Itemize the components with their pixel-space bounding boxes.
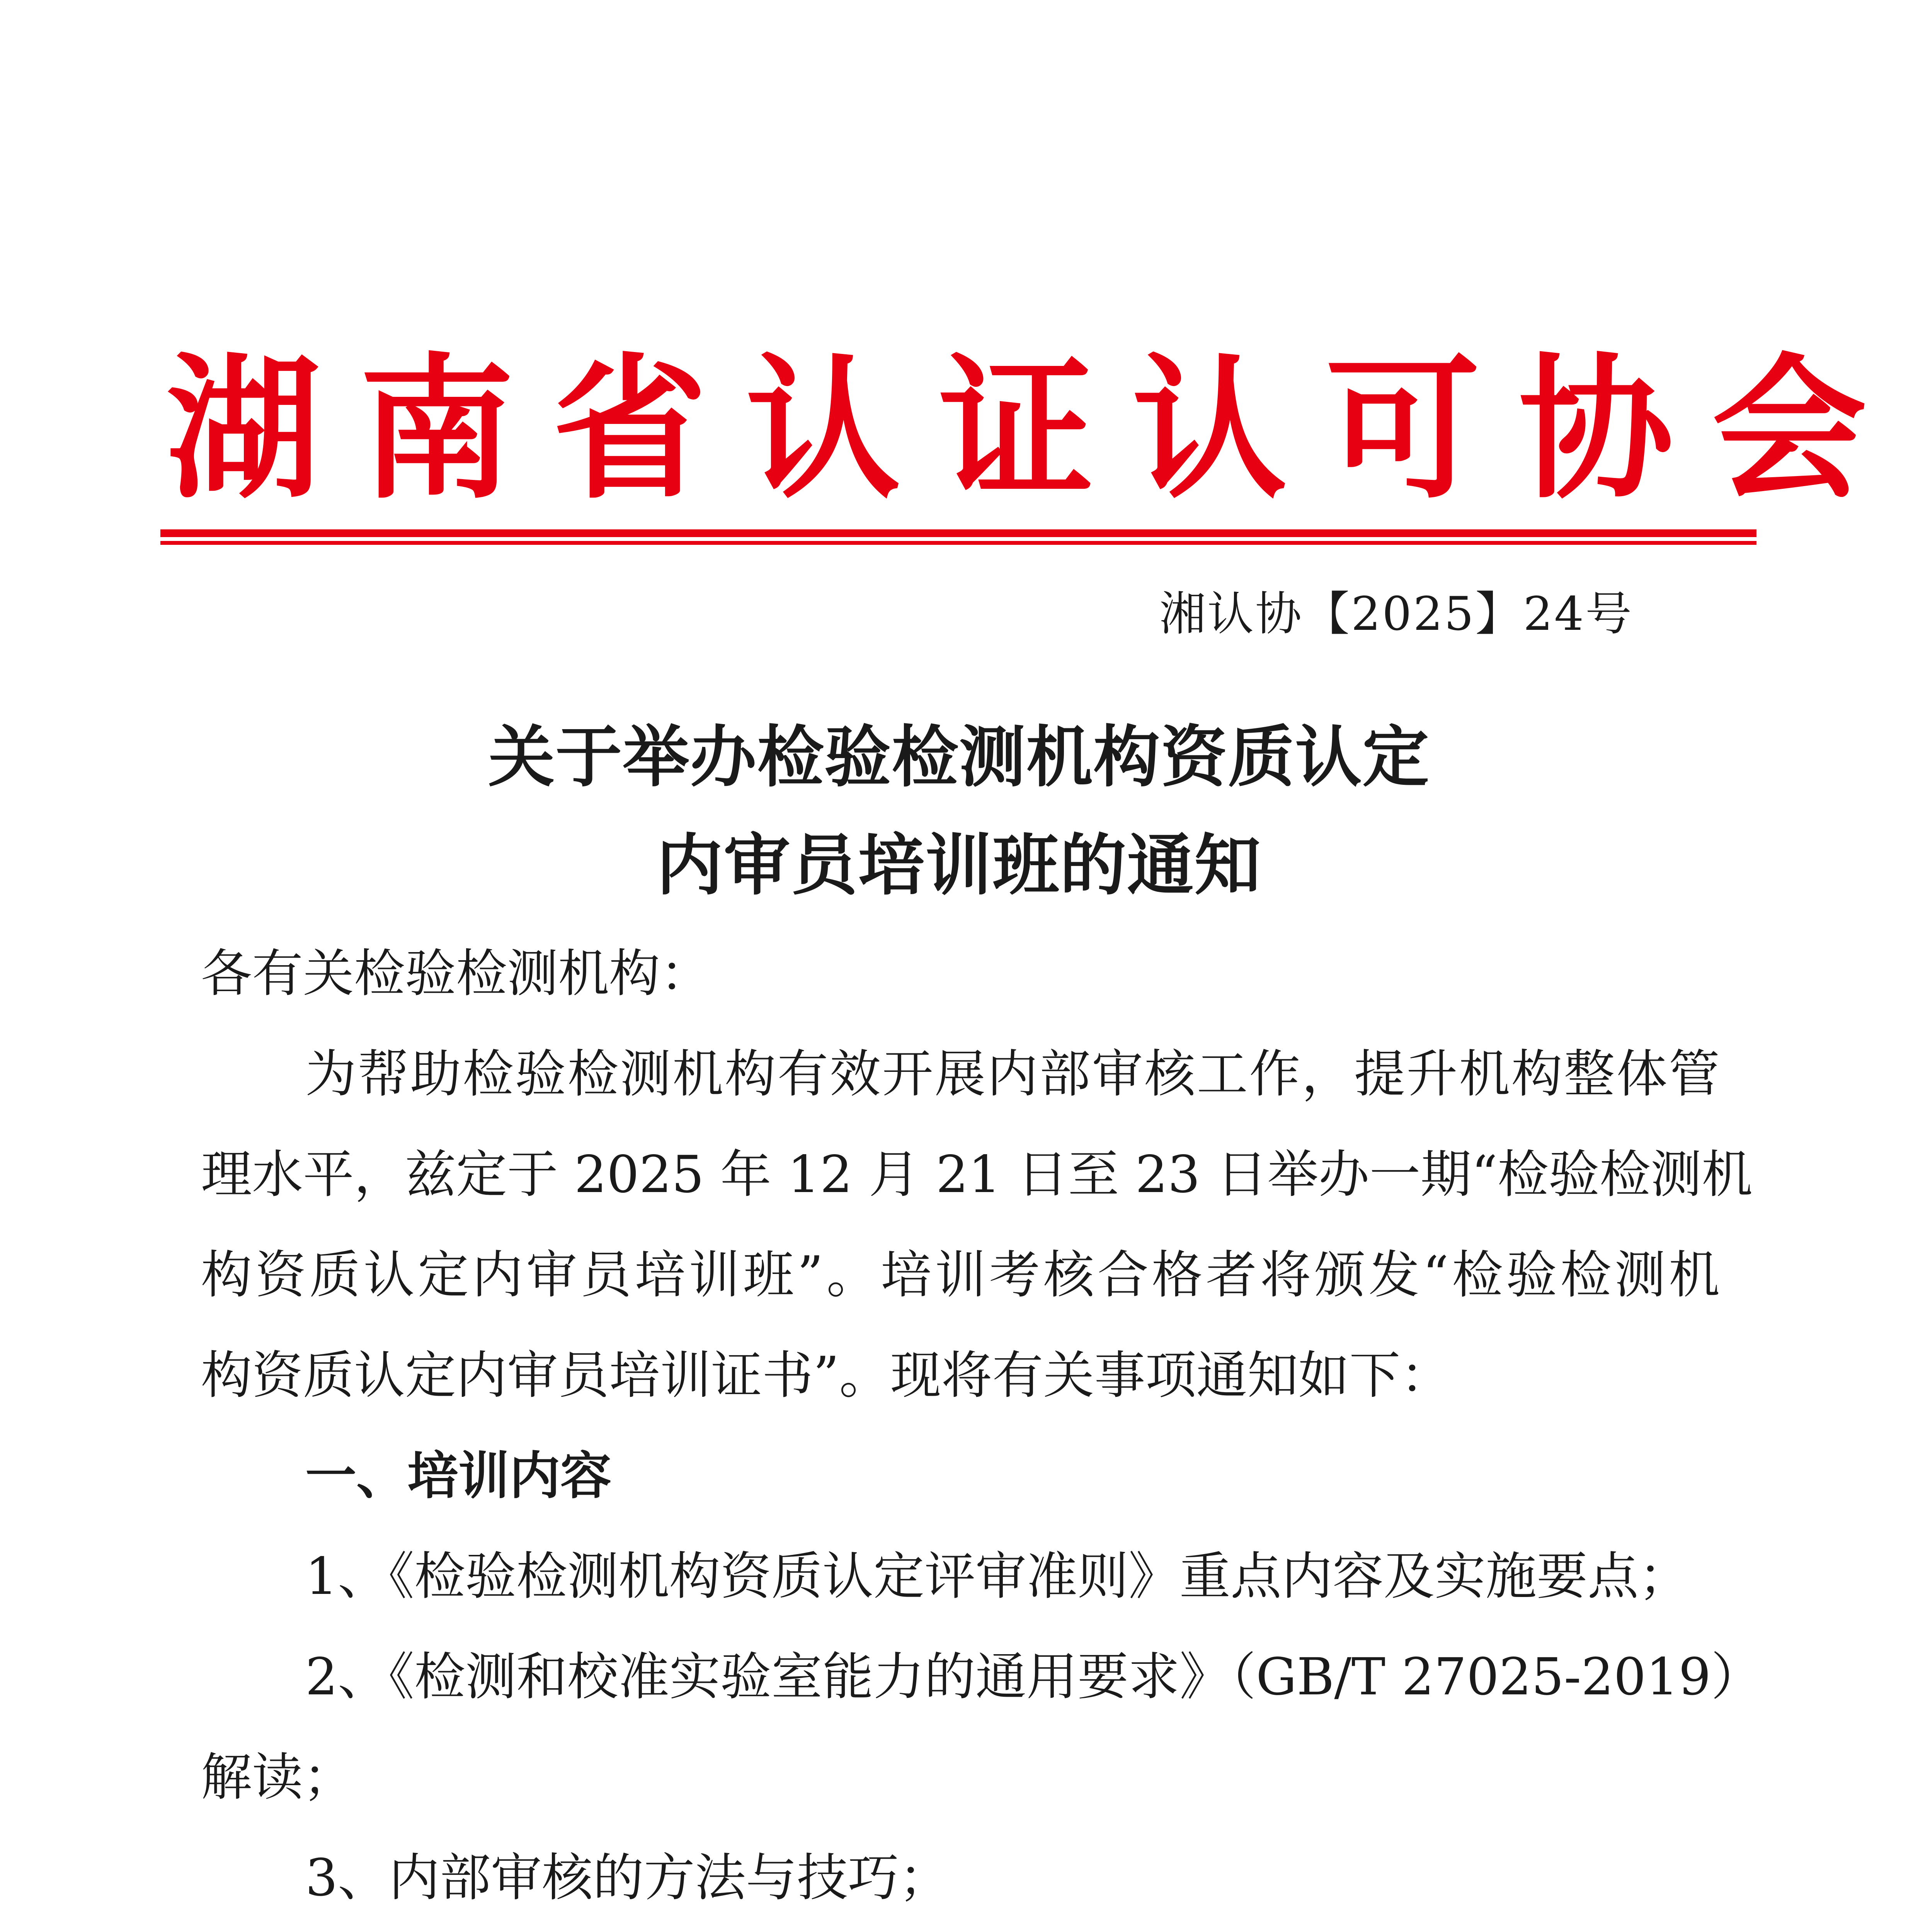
salutation: 各有关检验检测机构： [201,944,711,1003]
intro-line: 理水平，兹定于 2025 年 12 月 21 日至 23 日举办一期“检验检测机 [201,1145,1753,1204]
content-item-continuation: 解读； [201,1748,354,1807]
content-item: 1、《检验检测机构资质认定评审准则》重点内容及实施要点； [305,1547,1690,1606]
intro-line: 构资质认定内审员培训班”。培训考核合格者将颁发“检验检测机 [201,1245,1720,1305]
content-item: 3、内部审核的方法与技巧； [305,1848,950,1908]
content-item: 2、《检测和校准实验室能力的通用要求》（GB/T 27025-2019） [305,1647,1762,1707]
masthead-divider-thick [160,529,1756,537]
notice-title-line2: 内审员培训班的通知 [656,827,1262,904]
section-heading-content: 一、培训内容 [305,1446,611,1506]
intro-line: 为帮助检验检测机构有效开展内部审核工作，提升机构整体管 [305,1044,1720,1104]
intro-line: 构资质认定内审员培训证书”。现将有关事项通知如下： [201,1346,1452,1405]
masthead-title: 湖南省认证认可协会 [166,338,1905,520]
masthead-divider-thin [160,541,1756,545]
notice-title-line1: 关于举办检验检测机构资质认定 [488,718,1430,796]
document-number: 湘认协【2025】24号 [1159,587,1634,641]
